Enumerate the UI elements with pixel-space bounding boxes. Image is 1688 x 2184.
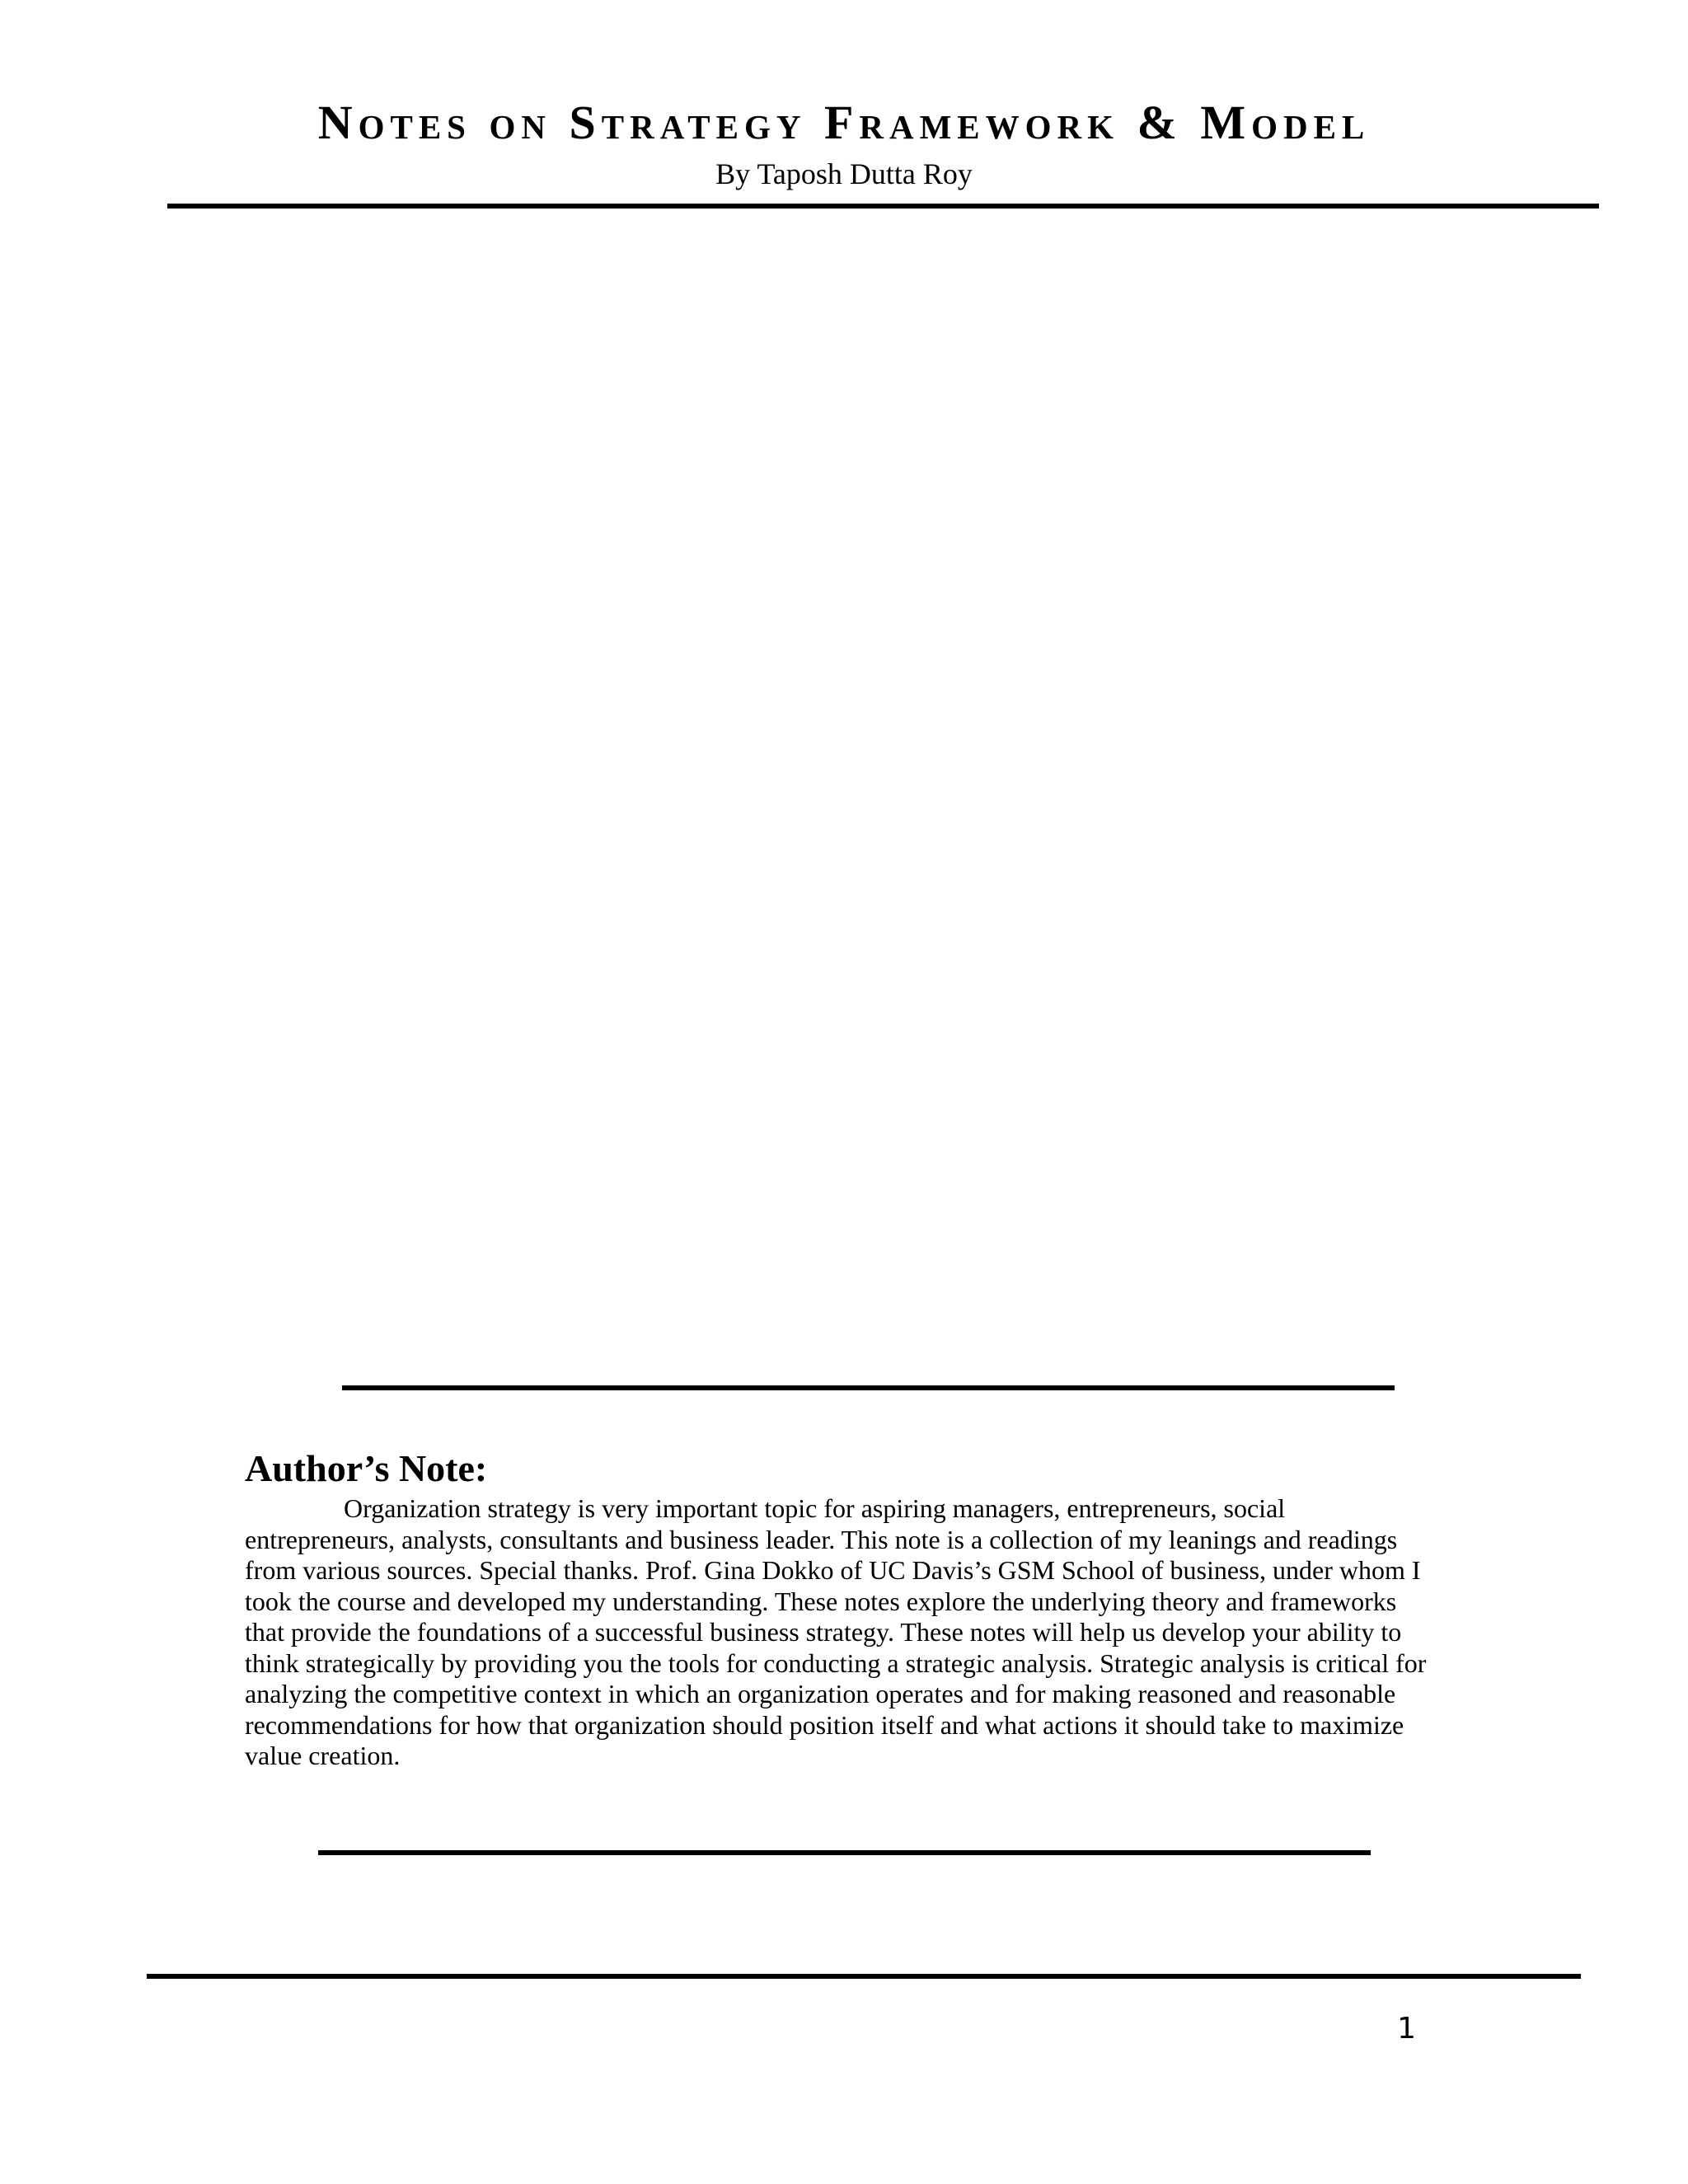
section-divider-bottom <box>318 1850 1371 1855</box>
footer-divider <box>147 1974 1581 1979</box>
authors-note-body: Organization strategy is very important topic for aspiring managers, entrepreneurs, social entrepreneurs, analysts, consultants and business leader. This note is a collection of my leanings and readings from various sources. Special thanks. Prof. Gina Dokko of UC Davis’s GSM School of business, under whom I took the course and developed my understanding. These notes explore the underlying theory and frameworks that provide the foundations of a successful business strategy. These notes will help us develop your ability to think strategically by providing you the tools for conducting a strategic analysis. Strategic analysis is critical for analyzing the competitive context in which an organization operates and for making reasoned and reasonable recommendations for how that organization should position itself and what actions it should take to maximize value creation. <box>245 1493 1427 1770</box>
page-number: 1 <box>1397 2012 1416 2046</box>
document-title: Notes on Strategy Framework & Model <box>317 96 1371 149</box>
author-byline: By Taposh Dutta Roy <box>715 157 973 190</box>
section-divider-top <box>342 1385 1395 1390</box>
authors-note-heading: Author’s Note: <box>245 1447 488 1489</box>
header-divider <box>167 204 1599 209</box>
